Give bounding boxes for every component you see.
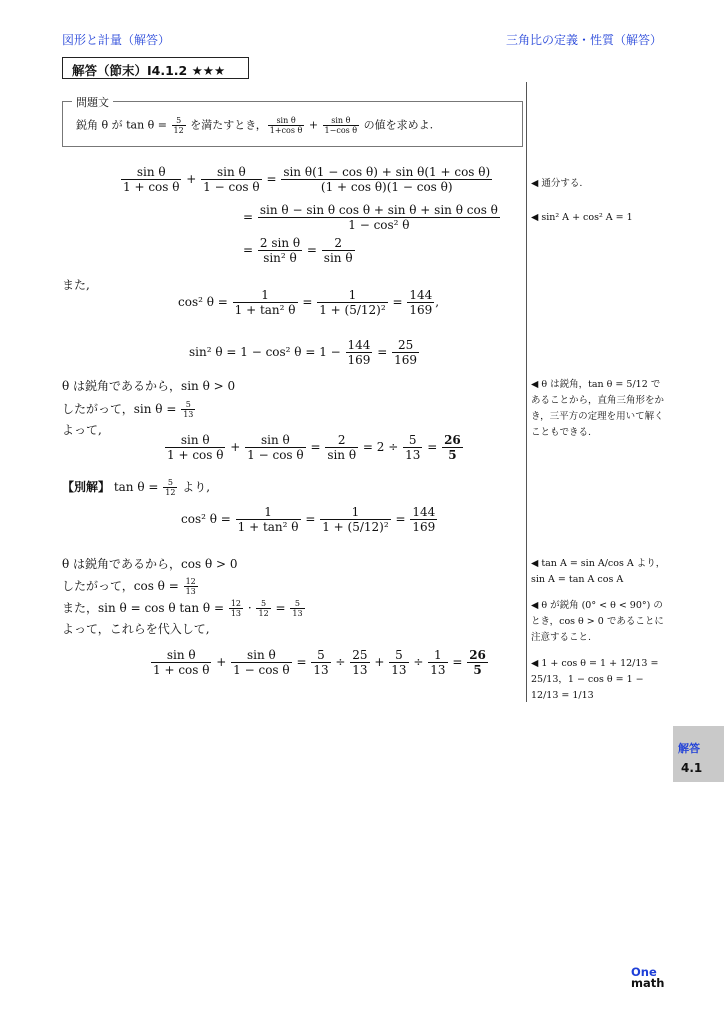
acute-cos-text: θ は鋭角であるから，cos θ > 0 bbox=[62, 557, 238, 571]
sin-squared-eq: sin² θ = 1 − cos² θ = 1 − $\frac{144}{169}$ = $\frac{25}{169}$ bbox=[189, 338, 418, 367]
equation-line-3: = $\frac{\text{2 sin θ}}{\text{sin² θ}}$ = $\frac{2}{\text{sin θ}}$ bbox=[243, 236, 353, 265]
section-tab-label: 解答 bbox=[678, 742, 700, 755]
section-tab[interactable] bbox=[673, 726, 724, 782]
cos-squared-eq: cos² θ = $\frac{1}{\text{1 + tan² θ}}$ = $\frac{1}{\text{1 + (5/12)²}}$ = $\frac{144}{169}$ , bbox=[178, 288, 440, 317]
sidenote-identity: ◀ sin² A + cos² A = 1 bbox=[531, 212, 633, 223]
header-left: 図形と計量（解答） bbox=[62, 33, 171, 47]
result-eq-2: $\frac{\text{sin θ}}{\text{1 + cos θ}}$ + $\frac{\text{sin θ}}{\text{1 − cos θ}}$ = $\frac{5}{13}$ ÷ $\frac{25}{13}$ + $\frac{5}{13}$ ÷ $\frac{1}{13}$ = $\frac{26}{5}$ bbox=[153, 648, 486, 677]
equation-line-2: = $\frac{\text{sin θ − sin θ cos θ + sin θ + sin θ cos θ}}{\text{1 − cos² θ}}$ bbox=[243, 203, 498, 232]
result-eq-1: $\frac{\text{sin θ}}{\text{1 + cos θ}}$ + $\frac{\text{sin θ}}{\text{1 − cos θ}}$ = $\frac{2}{\text{sin θ}}$ = 2 ÷ $\frac{5}{13}$ = $\frac{26}{5}$ bbox=[167, 433, 461, 462]
also-text: また, bbox=[62, 278, 90, 292]
problem-label: 問題文 bbox=[72, 94, 113, 110]
sidenote-right-triangle: ◀ θ は鋭角，tan θ = 5/12 であることから，直角三角形をかき，三平方の定理を用いて解くこともできる. bbox=[531, 379, 665, 438]
section-tab-number: 4.1 bbox=[681, 761, 703, 775]
alt-solution-line: 【別解】 tan θ = $\frac{5}{12}$ より, bbox=[62, 478, 211, 497]
thus-text-1: よって, bbox=[62, 423, 102, 437]
solution-badge: 解答（節末）I4.1.2 ★★★ bbox=[62, 57, 249, 79]
onemath-logo: One math bbox=[631, 965, 665, 990]
therefore-cos-text: したがって，cos θ = $\frac{12}{13}$ bbox=[62, 577, 196, 596]
header-right: 三角比の定義・性質（解答） bbox=[505, 33, 662, 47]
problem-text: 鋭角 θ が tan θ = $\frac{5}{12}$ を満たすとき， $\frac{\text{sin θ}}{\text{1+cos θ}}$ + $\frac{\text{sin θ}}{\text{1−cos θ}}$ の値を求めよ. bbox=[76, 116, 434, 135]
sidenote-sin-tan: sin A = tan A cos A bbox=[531, 574, 624, 585]
sidenote-cos-positive: ◀ θ が鋭角 (0° < θ < 90°) のとき，cos θ > 0 であることに注意すること. bbox=[531, 600, 664, 643]
sidenote-common-denominator: ◀ 通分する. bbox=[531, 178, 583, 189]
sin-from-tan-text: また，sin θ = cos θ tan θ = $\frac{12}{13}$ · $\frac{5}{12}$ = $\frac{5}{13}$ bbox=[62, 599, 303, 618]
sidenote-tan-def: ◀ tan A = sin A/cos A より， bbox=[531, 558, 666, 569]
therefore-sin-text: したがって，sin θ = $\frac{5}{13}$ bbox=[62, 400, 194, 419]
margin-divider bbox=[526, 82, 527, 702]
sidenote-substitution: ◀ 1 + cos θ = 1 + 12/13 = 25/13，1 − cos θ = 1 − 12/13 = 1/13 bbox=[531, 658, 659, 701]
alt-cos-squared-eq: cos² θ = $\frac{1}{\text{1 + tan² θ}}$ = $\frac{1}{\text{1 + (5/12)²}}$ = $\frac{144}{169}$ bbox=[181, 505, 436, 534]
equation-line-1: $\frac{\text{sin θ}}{\text{1 + cos θ}}$ + $\frac{\text{sin θ}}{\text{1 − cos θ}}$ = $\frac{\text{sin θ(1 − cos θ) + sin θ(1 + cos θ)}}{\text{(1 + cos θ)(1 − cos θ)}}$ bbox=[123, 165, 491, 194]
thus-text-2: よって，これらを代入して, bbox=[62, 622, 210, 636]
acute-sin-text: θ は鋭角であるから，sin θ > 0 bbox=[62, 379, 236, 393]
